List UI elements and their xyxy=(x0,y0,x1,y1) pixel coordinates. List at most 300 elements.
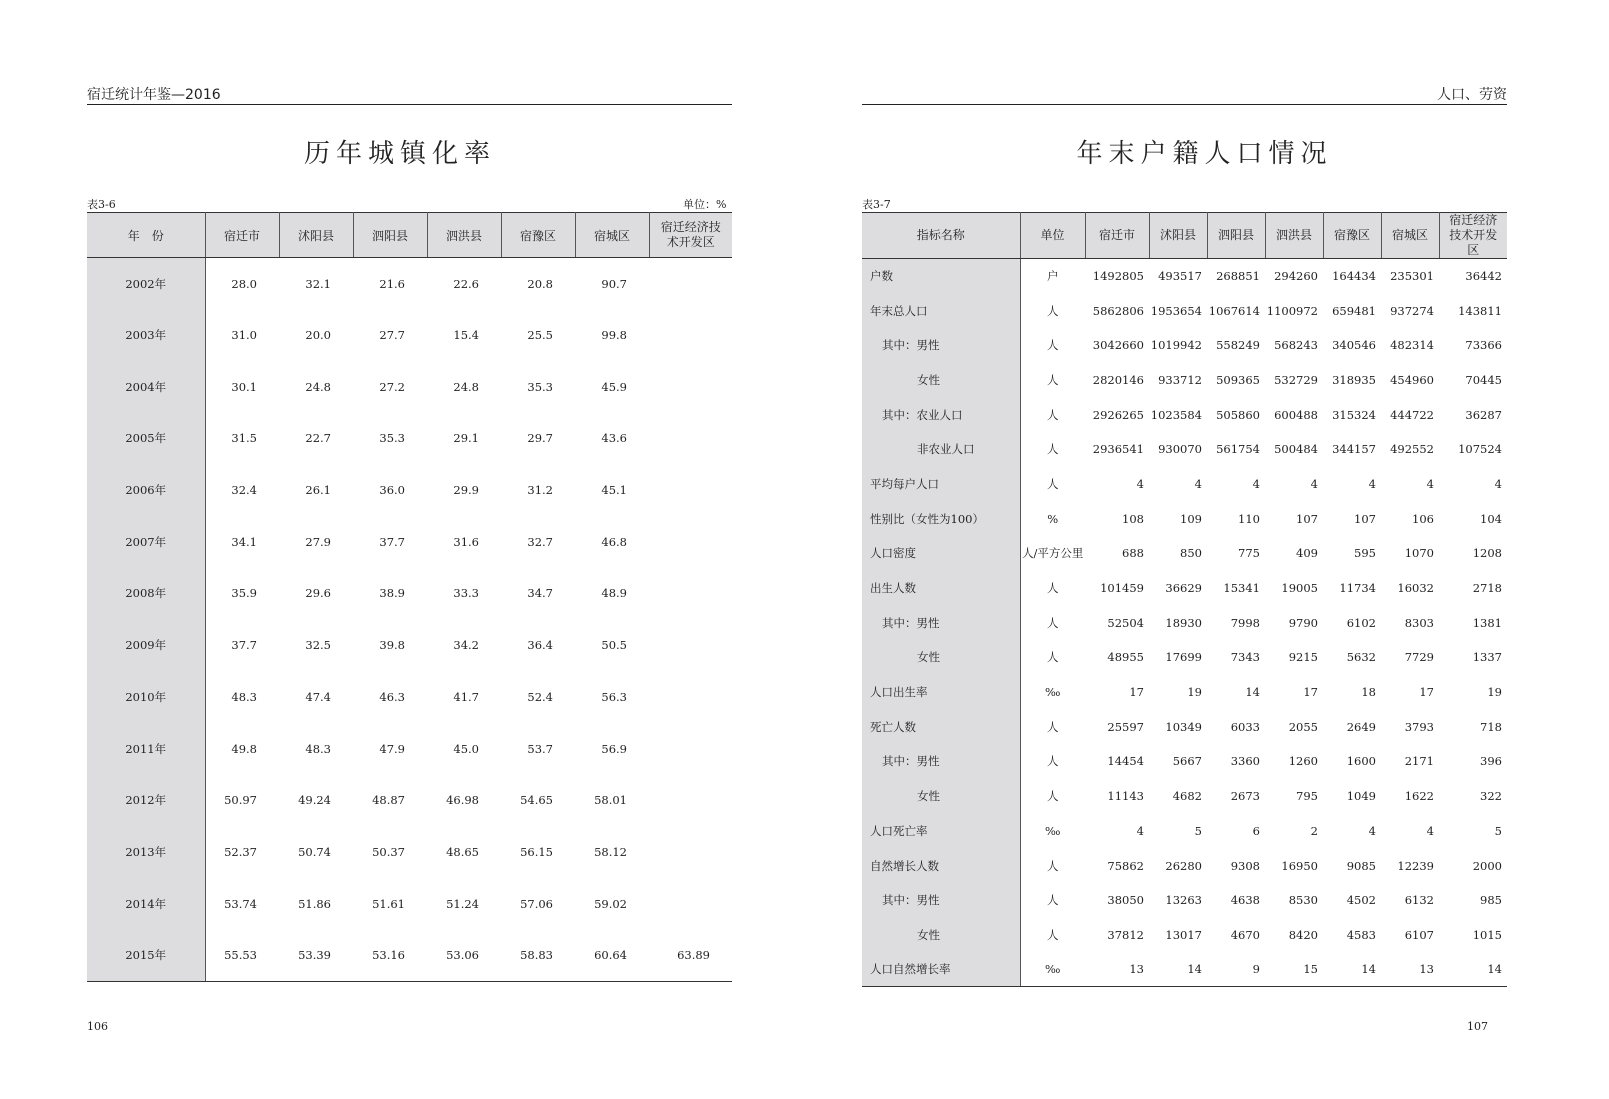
value-cell: 850 xyxy=(1180,546,1202,561)
value-cell: 396 xyxy=(1480,754,1502,769)
value-cell: 36442 xyxy=(1465,269,1502,284)
indicator-name-cell: 人口密度 xyxy=(862,536,1020,571)
value-cell: 24.8 xyxy=(453,379,479,394)
table-row xyxy=(862,675,1507,710)
value-cell: 7729 xyxy=(1404,650,1434,665)
value-cell: 29.7 xyxy=(527,431,553,446)
unit-cell: % xyxy=(1047,511,1059,526)
table-row xyxy=(862,397,1507,432)
table-row xyxy=(87,878,732,930)
value-cell: 37.7 xyxy=(379,534,405,549)
unit-cell: 人 xyxy=(1047,615,1059,630)
column-header: 宿迁经济技术开发区 xyxy=(1439,213,1507,259)
column-header: 宿豫区 xyxy=(1323,213,1381,259)
value-cell: 409 xyxy=(1296,546,1318,561)
table-row xyxy=(862,640,1507,675)
value-cell: 52.37 xyxy=(224,844,257,859)
value-cell: 4638 xyxy=(1230,893,1260,908)
value-cell: 9790 xyxy=(1288,615,1318,630)
value-cell: 53.06 xyxy=(427,929,501,981)
value-cell: 9308 xyxy=(1230,858,1260,873)
value-cell: 6 xyxy=(1252,823,1260,838)
year-cell: 2011年 xyxy=(87,723,205,775)
unit-cell: 人 xyxy=(1047,442,1059,457)
value-cell: 5632 xyxy=(1346,650,1376,665)
value-cell: 718 xyxy=(1480,719,1502,734)
value-cell: 6033 xyxy=(1230,719,1260,734)
unit-cell: 人 xyxy=(1047,754,1059,769)
unit-cell: 人 xyxy=(1047,650,1059,665)
value-cell: 568243 xyxy=(1274,338,1318,353)
value-cell: 58.12 xyxy=(594,844,627,859)
value-cell: 4502 xyxy=(1346,893,1376,908)
unit-cell: 人 xyxy=(1047,303,1059,318)
value-cell: 20.8 xyxy=(527,276,553,291)
value-cell: 268851 xyxy=(1216,269,1260,284)
column-header: 宿迁市 xyxy=(1085,213,1149,259)
value-cell: 29.1 xyxy=(453,431,479,446)
value-cell: 9 xyxy=(1207,952,1265,987)
value-cell: 5 xyxy=(1494,823,1502,838)
value-cell: 108 xyxy=(1122,511,1144,526)
column-header: 泗阳县 xyxy=(353,213,427,258)
value-cell: 41.7 xyxy=(453,689,479,704)
value-cell: 2718 xyxy=(1472,581,1502,596)
value-cell: 2926265 xyxy=(1092,407,1144,422)
value-cell: 344157 xyxy=(1332,442,1376,457)
value-cell: 1600 xyxy=(1346,754,1376,769)
value-cell: 2649 xyxy=(1346,719,1376,734)
unit-cell: 人/平方公里 xyxy=(1022,546,1084,561)
running-header: 宿迁统计年鉴—2016 xyxy=(87,87,221,103)
column-header: 宿迁经济技术开发区 xyxy=(649,213,732,258)
value-cell: 985 xyxy=(1480,893,1502,908)
value-cell: 29.9 xyxy=(453,483,479,498)
value-cell xyxy=(649,568,732,620)
table-number: 表3-6 xyxy=(87,198,116,211)
value-cell: 38.9 xyxy=(379,586,405,601)
value-cell: 322 xyxy=(1480,789,1502,804)
value-cell: 26.1 xyxy=(305,483,331,498)
column-header: 泗阳县 xyxy=(1207,213,1265,259)
value-cell: 50.74 xyxy=(298,844,331,859)
indicator-name-cell: 其中：农业人口 xyxy=(862,397,1020,432)
table-row xyxy=(87,774,732,826)
indicator-name-cell: 平均每户人口 xyxy=(862,467,1020,502)
value-cell: 51.61 xyxy=(372,896,405,911)
table-row xyxy=(862,605,1507,640)
value-cell: 4 xyxy=(1426,823,1434,838)
value-cell xyxy=(649,774,732,826)
table-row xyxy=(862,536,1507,571)
unit-cell: 人 xyxy=(1047,476,1059,491)
table-row xyxy=(862,328,1507,363)
value-cell: 49.24 xyxy=(298,793,331,808)
table-row xyxy=(862,952,1507,987)
value-cell: 19 xyxy=(1487,685,1502,700)
value-cell: 318935 xyxy=(1332,372,1376,387)
value-cell: 509365 xyxy=(1216,372,1260,387)
value-cell: 43.6 xyxy=(601,431,627,446)
value-cell: 13017 xyxy=(1165,927,1202,942)
value-cell: 505860 xyxy=(1216,407,1260,422)
value-cell: 53.16 xyxy=(353,929,427,981)
table-row xyxy=(862,918,1507,953)
value-cell: 2 xyxy=(1310,823,1318,838)
value-cell: 27.2 xyxy=(379,379,405,394)
value-cell: 11734 xyxy=(1339,581,1376,596)
unit-cell: 人 xyxy=(1047,338,1059,353)
value-cell: 26280 xyxy=(1165,858,1202,873)
value-cell: 18930 xyxy=(1165,615,1202,630)
value-cell xyxy=(649,878,732,930)
value-cell: 4682 xyxy=(1172,789,1202,804)
table-row xyxy=(87,309,732,361)
table-row xyxy=(87,258,732,310)
value-cell: 3360 xyxy=(1230,754,1260,769)
year-cell: 2015年 xyxy=(87,929,205,981)
year-cell: 2010年 xyxy=(87,671,205,723)
value-cell xyxy=(649,723,732,775)
value-cell: 10349 xyxy=(1165,719,1202,734)
value-cell: 73366 xyxy=(1465,338,1502,353)
value-cell xyxy=(649,361,732,413)
value-cell: 493517 xyxy=(1158,269,1202,284)
column-header: 指标名称 xyxy=(862,213,1020,259)
value-cell xyxy=(649,671,732,723)
value-cell: 17 xyxy=(1419,685,1434,700)
value-cell: 933712 xyxy=(1158,372,1202,387)
value-cell: 1100972 xyxy=(1266,303,1318,318)
value-cell: 25.5 xyxy=(527,328,553,343)
value-cell: 32.7 xyxy=(527,534,553,549)
year-cell: 2014年 xyxy=(87,878,205,930)
value-cell: 48.3 xyxy=(305,741,331,756)
table-row xyxy=(87,361,732,413)
value-cell: 53.39 xyxy=(279,929,353,981)
value-cell: 532729 xyxy=(1274,372,1318,387)
value-cell: 9215 xyxy=(1288,650,1318,665)
value-cell: 13263 xyxy=(1165,893,1202,908)
value-cell: 6102 xyxy=(1346,615,1376,630)
value-cell: 36.0 xyxy=(379,483,405,498)
value-cell: 20.0 xyxy=(305,328,331,343)
value-cell: 47.9 xyxy=(379,741,405,756)
value-cell: 235301 xyxy=(1390,269,1434,284)
value-cell: 4 xyxy=(1368,476,1376,491)
value-cell: 107 xyxy=(1296,511,1318,526)
value-cell: 56.3 xyxy=(601,689,627,704)
table-row xyxy=(87,516,732,568)
value-cell: 38050 xyxy=(1107,893,1144,908)
table-header-row xyxy=(87,213,732,258)
year-cell: 2013年 xyxy=(87,826,205,878)
value-cell: 2820146 xyxy=(1092,372,1144,387)
value-cell: 17699 xyxy=(1165,650,1202,665)
value-cell: 49.8 xyxy=(231,741,257,756)
year-cell: 2005年 xyxy=(87,413,205,465)
indicator-name-cell: 人口死亡率 xyxy=(862,814,1020,849)
value-cell: 34.1 xyxy=(231,534,257,549)
value-cell: 19005 xyxy=(1281,581,1318,596)
value-cell: 46.8 xyxy=(601,534,627,549)
value-cell: 14 xyxy=(1149,952,1207,987)
table-row xyxy=(87,671,732,723)
year-cell: 2012年 xyxy=(87,774,205,826)
table-row xyxy=(862,467,1507,502)
value-cell: 444722 xyxy=(1390,407,1434,422)
value-cell: 52504 xyxy=(1107,615,1144,630)
value-cell: 492552 xyxy=(1390,442,1434,457)
value-cell: 35.3 xyxy=(379,431,405,446)
value-cell: 5862806 xyxy=(1092,303,1144,318)
table-row xyxy=(87,929,732,981)
value-cell: 27.7 xyxy=(379,328,405,343)
header-rule xyxy=(87,104,732,105)
table-row xyxy=(862,501,1507,536)
column-header: 宿豫区 xyxy=(501,213,575,258)
value-cell: 59.02 xyxy=(594,896,627,911)
indicator-name-cell: 出生人数 xyxy=(862,571,1020,606)
value-cell: 11143 xyxy=(1107,789,1144,804)
value-cell: 45.0 xyxy=(453,741,479,756)
value-cell: 55.53 xyxy=(205,929,279,981)
value-cell: 19 xyxy=(1187,685,1202,700)
table-row xyxy=(862,363,1507,398)
value-cell: 32.1 xyxy=(305,276,331,291)
year-cell: 2006年 xyxy=(87,464,205,516)
value-cell: 56.15 xyxy=(520,844,553,859)
value-cell: 22.7 xyxy=(305,431,331,446)
value-cell: 70445 xyxy=(1465,372,1502,387)
column-header: 沭阳县 xyxy=(1149,213,1207,259)
value-cell: 99.8 xyxy=(601,328,627,343)
table-row xyxy=(87,619,732,671)
value-cell: 36.4 xyxy=(527,638,553,653)
value-cell: 775 xyxy=(1238,546,1260,561)
column-header: 泗洪县 xyxy=(427,213,501,258)
value-cell: 48.9 xyxy=(601,586,627,601)
indicator-name-cell: 其中：男性 xyxy=(862,883,1020,918)
value-cell: 22.6 xyxy=(453,276,479,291)
value-cell: 29.6 xyxy=(305,586,331,601)
table-row xyxy=(862,259,1507,294)
value-cell: 1023584 xyxy=(1150,407,1202,422)
value-cell: 37812 xyxy=(1107,927,1144,942)
column-header: 宿城区 xyxy=(575,213,649,258)
value-cell: 34.7 xyxy=(527,586,553,601)
value-cell: 164434 xyxy=(1332,269,1376,284)
unit-cell: ‰ xyxy=(1045,685,1061,700)
value-cell: 1337 xyxy=(1472,650,1502,665)
value-cell: 14454 xyxy=(1107,754,1144,769)
unit-cell: 人 xyxy=(1047,581,1059,596)
value-cell: 1953654 xyxy=(1150,303,1202,318)
value-cell: 31.2 xyxy=(527,483,553,498)
unit-cell: 人 xyxy=(1047,407,1059,422)
year-cell: 2002年 xyxy=(87,258,205,310)
unit-cell: 人 xyxy=(1047,719,1059,734)
value-cell: 101459 xyxy=(1100,581,1144,596)
indicator-name-cell: 自然增长人数 xyxy=(862,848,1020,883)
value-cell: 48.3 xyxy=(231,689,257,704)
value-cell: 15.4 xyxy=(453,328,479,343)
year-cell: 2008年 xyxy=(87,568,205,620)
value-cell xyxy=(649,516,732,568)
value-cell: 15341 xyxy=(1223,581,1260,596)
value-cell: 8303 xyxy=(1404,615,1434,630)
value-cell: 795 xyxy=(1296,789,1318,804)
value-cell: 4 xyxy=(1252,476,1260,491)
unit-cell: 户 xyxy=(1047,269,1059,284)
value-cell: 4 xyxy=(1194,476,1202,491)
indicator-name-cell: 人口出生率 xyxy=(862,675,1020,710)
value-cell: 28.0 xyxy=(231,276,257,291)
year-cell: 2004年 xyxy=(87,361,205,413)
value-cell: 109 xyxy=(1180,511,1202,526)
value-cell: 106 xyxy=(1412,511,1434,526)
value-cell: 8530 xyxy=(1288,893,1318,908)
value-cell: 50.37 xyxy=(372,844,405,859)
indicator-name-cell: 非农业人口 xyxy=(862,432,1020,467)
value-cell: 2000 xyxy=(1472,858,1502,873)
indicator-name-cell: 其中：男性 xyxy=(862,605,1020,640)
value-cell xyxy=(649,309,732,361)
value-cell: 27.9 xyxy=(305,534,331,549)
value-cell: 1260 xyxy=(1288,754,1318,769)
value-cell: 2936541 xyxy=(1092,442,1144,457)
value-cell: 57.06 xyxy=(520,896,553,911)
value-cell: 107 xyxy=(1354,511,1376,526)
value-cell: 46.98 xyxy=(446,793,479,808)
value-cell: 30.1 xyxy=(231,379,257,394)
value-cell: 14 xyxy=(1439,952,1507,987)
value-cell: 56.9 xyxy=(601,741,627,756)
value-cell: 16950 xyxy=(1281,858,1318,873)
value-cell: 4 xyxy=(1494,476,1502,491)
table-number: 表3-7 xyxy=(862,198,891,211)
value-cell: 90.7 xyxy=(601,276,627,291)
table-row xyxy=(87,464,732,516)
value-cell: 340546 xyxy=(1332,338,1376,353)
running-header: 人口、劳资 xyxy=(1437,87,1507,103)
value-cell: 21.6 xyxy=(379,276,405,291)
year-cell: 2003年 xyxy=(87,309,205,361)
value-cell: 4 xyxy=(1136,476,1144,491)
value-cell: 1070 xyxy=(1404,546,1434,561)
value-cell: 24.8 xyxy=(305,379,331,394)
page-title: 历年城镇化率 xyxy=(303,139,496,169)
column-header: 沭阳县 xyxy=(279,213,353,258)
table-row xyxy=(862,709,1507,744)
value-cell: 1019942 xyxy=(1150,338,1202,353)
value-cell xyxy=(649,464,732,516)
unit-cell: 人 xyxy=(1047,789,1059,804)
header-rule xyxy=(862,104,1507,105)
indicator-name-cell: 女性 xyxy=(862,918,1020,953)
value-cell: 7343 xyxy=(1230,650,1260,665)
value-cell: 31.6 xyxy=(453,534,479,549)
value-cell: 45.9 xyxy=(601,379,627,394)
value-cell: 60.64 xyxy=(575,929,649,981)
unit-cell: ‰ xyxy=(1020,952,1085,987)
value-cell: 14 xyxy=(1323,952,1381,987)
value-cell: 35.9 xyxy=(231,586,257,601)
value-cell: 7998 xyxy=(1230,615,1260,630)
value-cell: 39.8 xyxy=(379,638,405,653)
indicator-name-cell: 女性 xyxy=(862,779,1020,814)
value-cell: 75862 xyxy=(1107,858,1144,873)
value-cell: 4 xyxy=(1310,476,1318,491)
value-cell: 48.87 xyxy=(372,793,405,808)
value-cell: 4670 xyxy=(1230,927,1260,942)
value-cell: 31.5 xyxy=(231,431,257,446)
value-cell: 13 xyxy=(1085,952,1149,987)
page-number: 107 xyxy=(1467,1020,1488,1033)
value-cell: 1049 xyxy=(1346,789,1376,804)
value-cell: 32.4 xyxy=(231,483,257,498)
value-cell: 104 xyxy=(1480,511,1502,526)
value-cell: 14 xyxy=(1245,685,1260,700)
indicator-name-cell: 女性 xyxy=(862,640,1020,675)
table-row xyxy=(87,723,732,775)
value-cell: 4 xyxy=(1136,823,1144,838)
unit-cell: ‰ xyxy=(1045,823,1061,838)
value-cell: 1492805 xyxy=(1092,269,1144,284)
value-cell: 36287 xyxy=(1465,407,1502,422)
value-cell xyxy=(649,619,732,671)
table-row xyxy=(862,293,1507,328)
left-page xyxy=(0,0,800,1099)
table-row xyxy=(862,571,1507,606)
value-cell: 50.97 xyxy=(224,793,257,808)
value-cell: 107524 xyxy=(1458,442,1502,457)
right-page xyxy=(800,0,1609,1099)
table-unit: 单位：% xyxy=(683,198,727,211)
value-cell: 6132 xyxy=(1404,893,1434,908)
table-row xyxy=(862,779,1507,814)
value-cell: 9085 xyxy=(1346,858,1376,873)
indicator-name-cell: 性别比（女性为100） xyxy=(862,501,1020,536)
value-cell xyxy=(649,258,732,310)
value-cell: 143811 xyxy=(1458,303,1502,318)
value-cell: 25597 xyxy=(1107,719,1144,734)
value-cell: 1381 xyxy=(1472,615,1502,630)
value-cell: 6107 xyxy=(1404,927,1434,942)
value-cell: 58.01 xyxy=(594,793,627,808)
value-cell: 5667 xyxy=(1172,754,1202,769)
value-cell: 63.89 xyxy=(649,929,732,981)
value-cell: 1067614 xyxy=(1208,303,1260,318)
value-cell: 315324 xyxy=(1332,407,1376,422)
value-cell: 659481 xyxy=(1332,303,1376,318)
value-cell: 31.0 xyxy=(231,328,257,343)
value-cell: 52.4 xyxy=(527,689,553,704)
value-cell: 1208 xyxy=(1472,546,1502,561)
unit-cell: 人 xyxy=(1047,893,1059,908)
year-cell: 2009年 xyxy=(87,619,205,671)
value-cell: 500484 xyxy=(1274,442,1318,457)
value-cell: 58.83 xyxy=(501,929,575,981)
value-cell: 45.1 xyxy=(601,483,627,498)
unit-cell: 人 xyxy=(1047,927,1059,942)
value-cell: 4 xyxy=(1368,823,1376,838)
value-cell: 2673 xyxy=(1230,789,1260,804)
unit-cell: 人 xyxy=(1047,372,1059,387)
indicator-name-cell: 死亡人数 xyxy=(862,709,1020,744)
value-cell: 110 xyxy=(1238,511,1260,526)
indicator-name-cell: 女性 xyxy=(862,363,1020,398)
